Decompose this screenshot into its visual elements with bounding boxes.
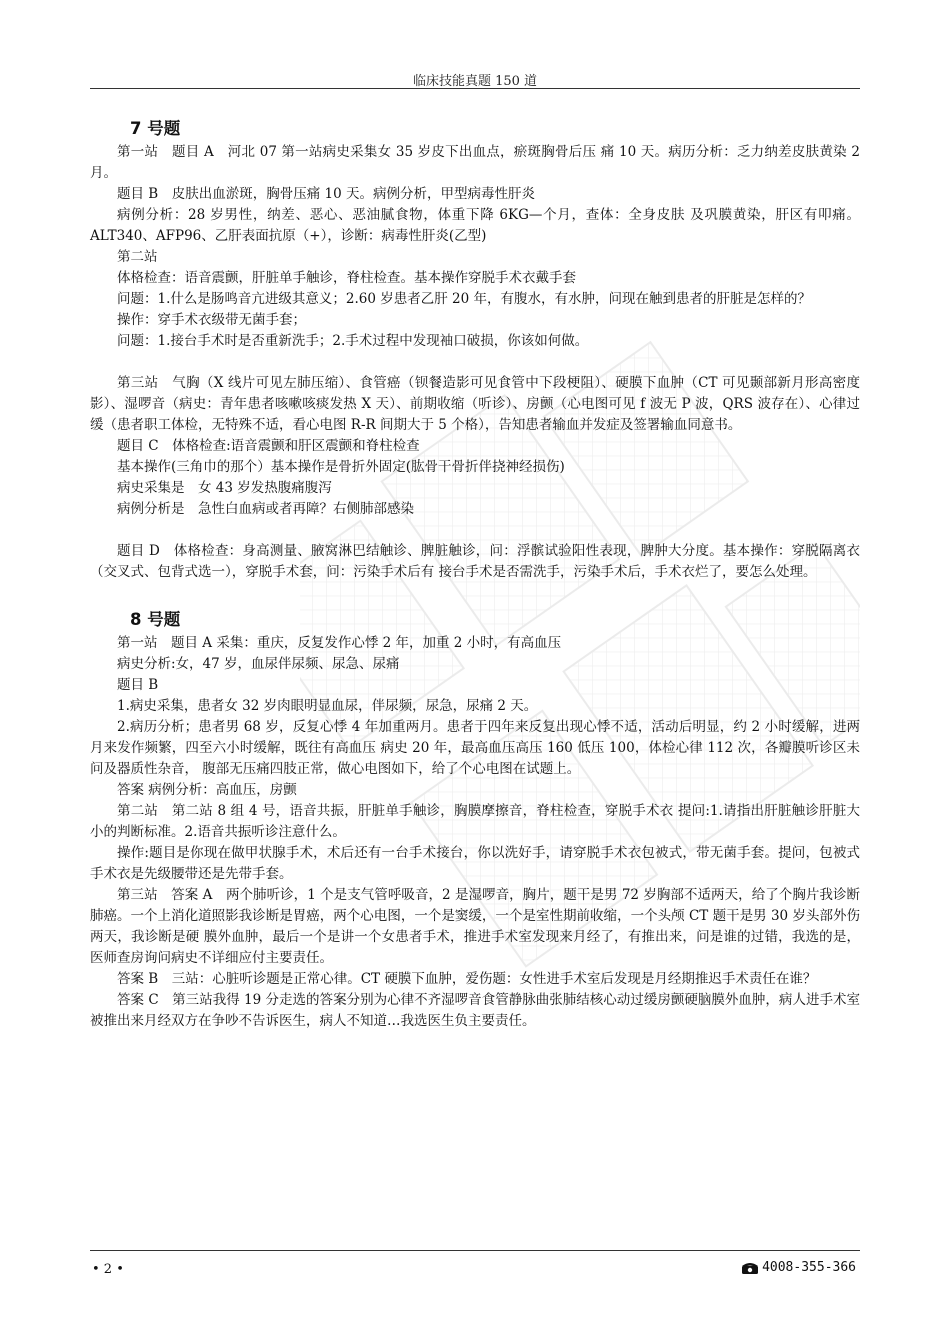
paragraph: 第二站 [117,249,158,265]
paragraph: 题目 D 体格检查：身高测量、腋窝淋巴结触诊、脾脏触诊，问：浮髌试验阳性表现，脾肿大分度。基本操作：穿脱隔离衣（交叉式、包背式选一），穿脱手术套，问：污染手术后有 接台手术是否需洗手，污染手术后，手术衣烂了，要怎么处理。 [90,543,860,580]
blank-line [90,352,860,373]
paragraph: 基本操作(三角巾的那个）基本操作是骨折外固定(肱骨干骨折伴挠神经损伤) [117,459,565,475]
paragraph: 2.病历分析；患者男 68 岁，反复心悸 4 年加重两月。患者于四年来反复出现心悸不适，活动后明显，约 2 小时缓解，进两月来发作频繁，四至六小时缓解，既往有高血压 病史 20 年，最高血压高压 160 低压 100，体检心律 112 次，各瓣膜听诊区未问及器质性杂音， 腹部无压痛四肢正常，做心电图如下，给了个心电图在试题上。 [90,719,860,777]
paragraph: 体格检查：语音震颤，肝脏单手触诊，脊柱检查。基本操作穿脱手术衣戴手套 [117,270,576,286]
paragraph: 题目 C 体格检查:语音震颤和肝区震颤和脊柱检查 [117,438,420,454]
paragraph: 答案 B 三站：心脏听诊题是正常心律。CT 硬膜下血肿，爱伤题：女性进手术室后发现是月经期推迟手术责任在谁？ [117,971,817,987]
document-body [90,118,860,1032]
footer-divider [90,1250,860,1251]
paragraph: 题目 B [117,677,159,693]
paragraph: 病史采集是 女 43 岁发热腹痛腹泻 [117,480,332,496]
contact-phone [741,1260,856,1275]
paragraph: 问题：1.接台手术时是否重新洗手；2.手术过程中发现袖口破损，你该如何做。 [117,333,589,349]
paragraph: 第三站 答案 A 两个肺听诊，1 个是支气管呼吸音，2 是湿啰音，胸片，题干是男 72 岁胸部不适两天，给了个胸片我诊断肺癌。一个上消化道照影我诊断是胃癌，两个心电图，一个是窦缓，一个是室性期前收缩，一个头颅 CT 题干是男 30 岁头部外伤两天，我诊断是硬 膜外血肿，最后一个是讲一个女患者手术，推进手术室发现来月经了，有推出来，问是谁的过错，我选的是，医师查房询问病史不详细应付主要责任。 [90,887,860,966]
paragraph: 答案 病例分析：高血压，房颤 [117,782,297,798]
paragraph: 操作：穿手术衣级带无菌手套； [117,312,306,328]
page-header-title: 临床技能真题 150 道 [412,74,538,89]
paragraph: 病例分析：28 岁男性，纳差、恶心、恶油腻食物，体重下降 6KG—个月，查体：全身皮肤 及巩膜黄染，肝区有叩痛。ALT340、AFP96、乙肝表面抗原（+），诊断：病毒性肝炎(乙型) [90,207,860,244]
paragraph: 病史分析:女，47 岁，血尿伴尿频、尿急、尿痛 [117,656,400,672]
section-title-8: 8 号题 [130,610,181,629]
page-number: • 2 • [92,1262,124,1277]
blank-line [90,520,860,541]
section-title-7: 7 号题 [130,119,181,138]
paragraph: 第一站 题目 A 河北 07 第一站病史采集女 35 岁皮下出血点，瘀斑胸骨后压 痛 10 天。病历分析：乏力纳差皮肤黄染 2 月。 [90,144,860,181]
paragraph: 第二站 第二站 8 组 4 号，语音共振，肝脏单手触诊，胸膜摩擦音，脊柱检查，穿脱手术衣 提问:1.请指出肝脏触诊肝脏大小的判断标准。2.语音共振听诊注意什么。 [90,803,860,840]
paragraph: 病例分析是 急性白血病或者再障？右侧肺部感染 [117,501,414,517]
section-gap [90,583,860,609]
paragraph: 题目 B 皮肤出血淤斑，胸骨压痛 10 天。病例分析，甲型病毒性肝炎 [117,186,535,202]
paragraph: 操作:题目是你现在做甲状腺手术，术后还有一台手术接台，你以洗好手，请穿脱手术衣包被式，带无菌手套。提问，包被式手术衣是先级腰带还是先带手套。 [90,845,860,882]
paragraph: 第一站 题目 A 采集：重庆，反复发作心悸 2 年，加重 2 小时，有高血压 [117,635,562,651]
paragraph: 1.病史采集，患者女 32 岁肉眼明显血尿，伴尿频，尿急，尿痛 2 天。 [117,698,538,714]
paragraph: 第三站 气胸（X 线片可见左肺压缩）、食管癌（钡餐造影可见食管中下段梗阻）、硬膜下血肿（CT 可见颞部新月形高密度影）、湿啰音（病史：青年患者咳嗽咳痰发热 X 天）、前期收缩（听诊）、房颤（心电图可见 f 波无 P 波，QRS 波存在）、心律过缓（患者职工体检，无特殊不适，看心电图 R-R 间期大于 5 个格），告知患者输血并发症及签署输血同意书。 [90,375,860,433]
paragraph: 问题：1.什么是肠鸣音亢进级其意义；2.60 岁患者乙肝 20 年，有腹水，有水肿，问现在触到患者的肝脏是怎样的？ [117,291,811,307]
telephone-icon [741,1261,759,1275]
phone-number: 4008-355-366 [762,1260,856,1275]
header-divider [90,88,860,89]
paragraph: 答案 C 第三站我得 19 分走选的答案分别为心律不齐湿啰音食管静脉曲张肺结核心动过缓房颤硬脑膜外血肿，病人进手术室被推出来月经双方在争吵不告诉医生，病人不知道…我选医生负主要责任。 [90,992,860,1029]
